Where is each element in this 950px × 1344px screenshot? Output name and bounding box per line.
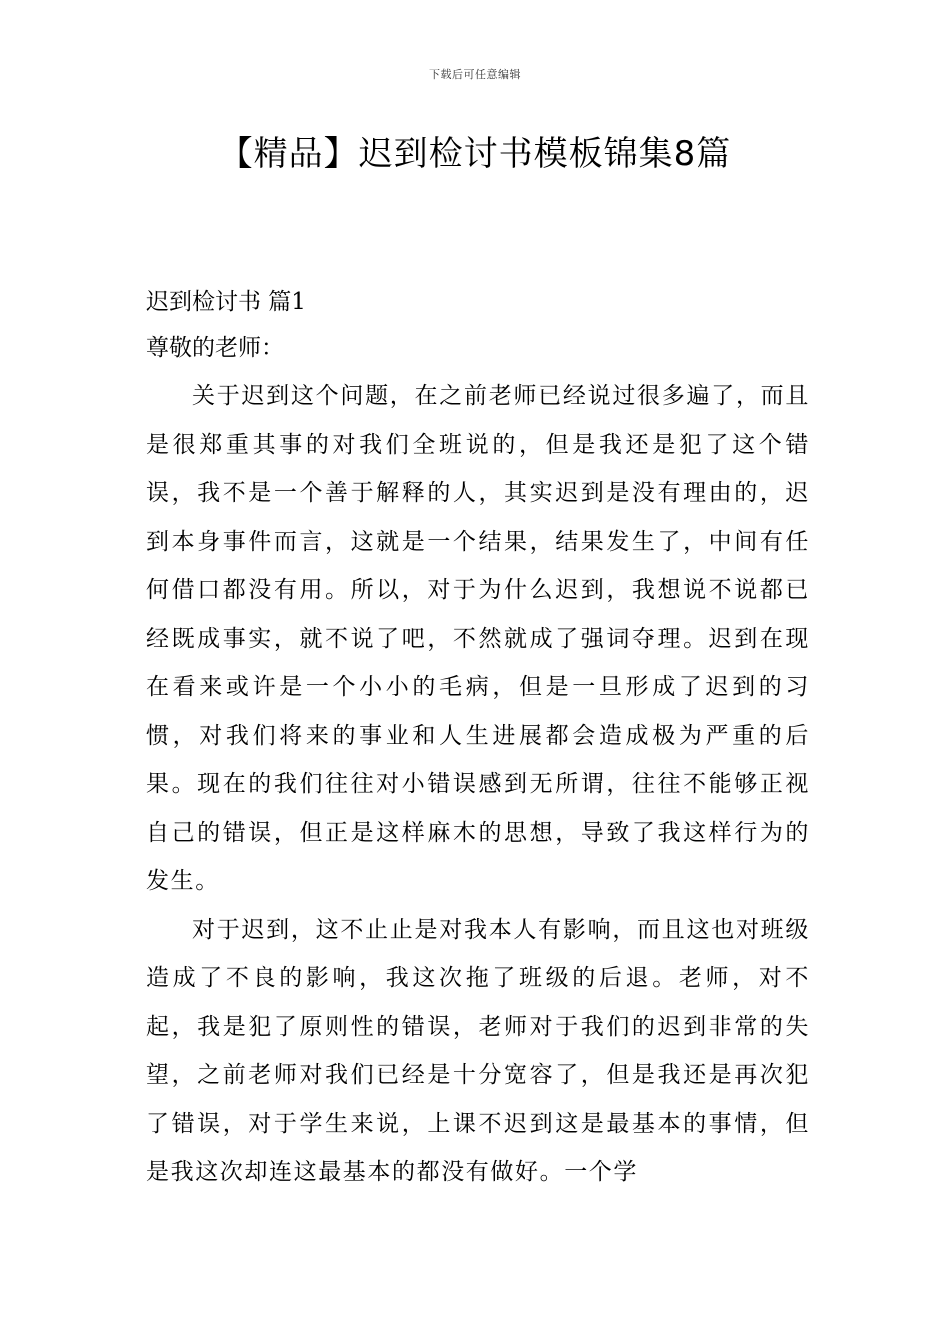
salutation: 尊敬的老师： xyxy=(146,335,284,361)
document-body xyxy=(146,280,810,1197)
section-heading: 迟到检讨书 篇1 xyxy=(146,289,306,315)
body-paragraph-1: 关于迟到这个问题，在之前老师已经说过很多遍了，而且是很郑重其事的对我们全班说的，但是我还是犯了这个错误，我不是一个善于解释的人，其实迟到是没有理由的，迟到本身事件而言，这就是一个结果，结果发生了，中间有任何借口都没有用。所以，对于为什么迟到，我想说不说都已经既成事实，就不说了吧，不然就成了强词夺理。迟到在现在看来或许是一个小小的毛病，但是一旦形成了迟到的习惯，对我们将来的事业和人生进展都会造成极为严重的后果。现在的我们往往对小错误感到无所谓，往往不能够正视自己的错误，但正是这样麻木的思想，导致了我这样行为的发生。 xyxy=(146,383,810,894)
header-note: 下载后可任意编辑 xyxy=(429,68,521,81)
document-title: 【精品】迟到检讨书模板锦集8篇 xyxy=(218,134,732,174)
body-paragraph-2: 对于迟到，这不止止是对我本人有影响，而且这也对班级造成了不良的影响，我这次拖了班级的后退。老师，对不起，我是犯了原则性的错误，老师对于我们的迟到非常的失望，之前老师对我们已经是十分宽容了，但是我还是再次犯了错误，对于学生来说，上课不迟到这是最基本的事情，但是我这次却连这最基本的都没有做好。一个学 xyxy=(146,916,810,1185)
